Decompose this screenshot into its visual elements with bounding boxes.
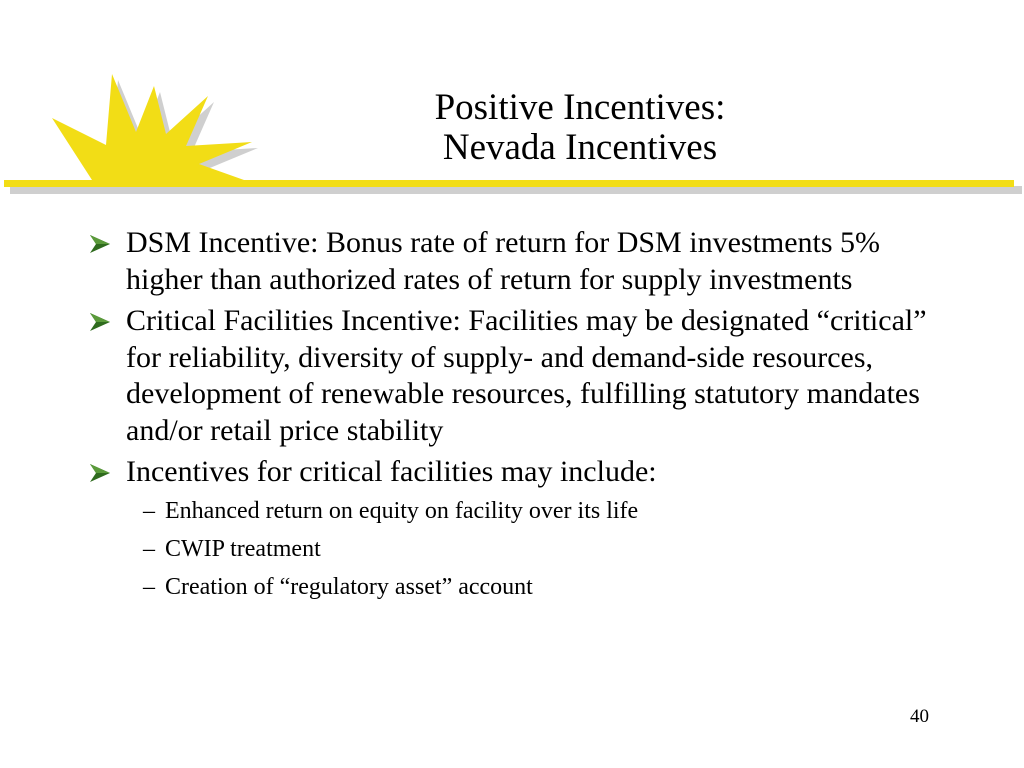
title-underline: [4, 180, 1014, 187]
bullet-text: DSM Incentive: Bonus rate of return for DSM investments 5% higher than authorized rates of return for supply investments: [126, 226, 881, 296]
arrow-bullet-icon: [88, 232, 114, 256]
sub-bullet-text: Enhanced return on equity on facility over its life: [165, 497, 639, 524]
page-number: 40: [910, 706, 929, 727]
bullet-item-dsm: [88, 225, 948, 298]
bullet-text: Incentives for critical facilities may include:: [126, 455, 657, 488]
starburst-logo: [52, 74, 252, 180]
sub-bullet-item: [131, 535, 948, 564]
sub-bullet-item: [131, 573, 948, 602]
bullet-text: Critical Facilities Incentive: Facilities may be designated “critical” for reliability, diversity of supply- and demand-side resources, development of renewable resources, fulfilling statutory mandates and/or retail price stability: [126, 304, 927, 447]
bullet-list: [88, 225, 948, 611]
dash-bullet: –: [143, 497, 155, 524]
sub-bullet-text: Creation of “regulatory asset” account: [165, 573, 533, 600]
bullet-item-incentives: [88, 454, 948, 602]
dash-bullet: –: [143, 535, 155, 562]
sub-bullet-list: [126, 497, 948, 602]
bullet-item-critical-facilities: [88, 303, 948, 449]
title-line-1: Positive Incentives:: [434, 87, 726, 128]
title-line-2: Nevada Incentives: [442, 127, 718, 168]
slide-title: [300, 88, 860, 168]
rule-shadow: [10, 186, 1022, 194]
sub-bullet-text: CWIP treatment: [165, 535, 321, 562]
dash-bullet: –: [143, 573, 155, 600]
sub-bullet-item: [131, 497, 948, 526]
arrow-bullet-icon: [88, 310, 114, 334]
arrow-bullet-icon: [88, 461, 114, 485]
